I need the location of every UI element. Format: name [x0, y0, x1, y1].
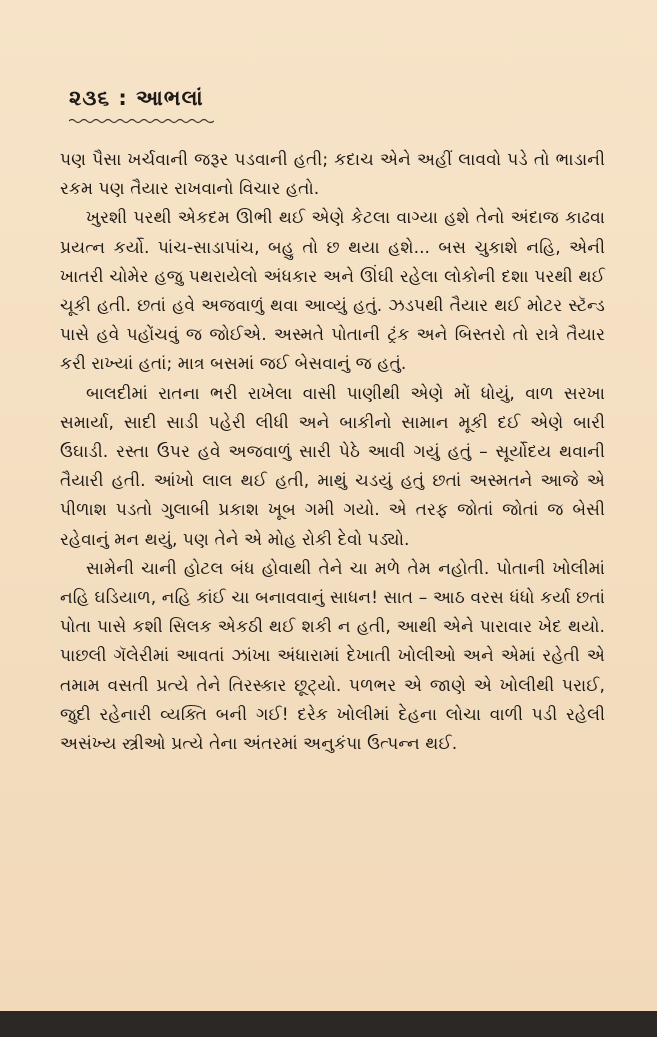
- paragraph-2: ખુરશી પરથી એકદમ ઊભી થઈ એણે કેટલા વાગ્યા હશે તેનો અંદાજ કાઢવા પ્રયત્ન કર્યો. પાંચ-સાડાપાંચ, બહુ તો છ થયા હશે... બસ ચુકાશે નહિ, એની ખાતરી ચોમેર હજુ પથરાયેલો અંધકાર અને ઊંઘી રહેલા લોકોની દશા પરથી થઈ ચૂકી હતી. છતાં હવે અજવાળું થવા આવ્યું હતું. ઝડપથી તૈયાર થઈ મોટર સ્ટૅન્ડ પાસે હવે પહોંચવું જ જોઈએ. અસ્મતે પોતાની ટ્રંક અને બિસ્તરો તો રાત્રે તૈયાર કરી રાખ્યાં હતાં; માત્ર બસમાં જઈ બેસવાનું જ હતું.: [60, 208, 605, 375]
- page-header: ૨૩૬ : આભલાં: [69, 86, 204, 110]
- header-wavy-underline: [69, 118, 214, 124]
- paragraph-4: સામેની ચાની હોટલ બંધ હોવાથી તેને ચા મળે તેમ નહોતી. પોતાની ખોલીમાં નહિ ઘડિયાળ, નહિ કાંઈ ચા બનાવવાનું સાધન! સાત – આઠ વરસ ધંધો કર્યા છતાં પોતા પાસે કશી સિલક એકઠી થઈ શકી ન હતી, આથી એને પારાવાર ખેદ થયો. પાછલી ગૅલેરીમાં આવતાં ઝાંખા અંધારામાં દેખાતી ખોલીઓ અને એમાં રહેતી એ તમામ વસતી પ્રત્યે તેને તિરસ્કાર છૂટ્યો. પળભર એ જાણે એ ખોલીથી પરાઈ, જુદી રહેનારી વ્યક્તિ બની ગઈ! દરેક ખોલીમાં દેહના લોચા વાળી પડી રહેલી અસંખ્ય સ્ત્રીઓ પ્રત્યે તેના અંતરમાં અનુકંપા ઉત્પન્ન થઈ.: [60, 558, 605, 755]
- paragraph-1: પણ પૈસા ખર્ચવાની જરૂર પડવાની હતી; કદાચ એને અહીં લાવવો પડે તો ભાડાની રકમ પણ તૈયાર રાખવાનો વિચાર હતો.: [60, 150, 605, 200]
- paragraph-3: બાલદીમાં રાતના ભરી રાખેલા વાસી પાણીથી એણે મોં ધોયું, વાળ સરખા સમાર્યા, સાદી સાડી પહેરી લીધી અને બાકીનો સામાન મૂકી દઈ એણે બારી ઉઘાડી. રસ્તા ઉપર હવે અજવાળું સારી પેઠે આવી ગયું હતું – સૂર્યોદય થવાની તૈયારી હતી. આંખો લાલ થઈ હતી, માથું ચડયું હતું છતાં અસ્મતને આજે એ પીળાશ પડતો ગુલાબી પ્રકાશ ખૂબ ગમી ગયો. એ તરફ જોતાં જોતાં જ બેસી રહેવાનું મન થયું, પણ તેને એ મોહ રોકી દેવો પડ્યો.: [60, 383, 605, 550]
- body-text: [60, 146, 605, 759]
- scan-bottom-edge: [0, 1011, 657, 1037]
